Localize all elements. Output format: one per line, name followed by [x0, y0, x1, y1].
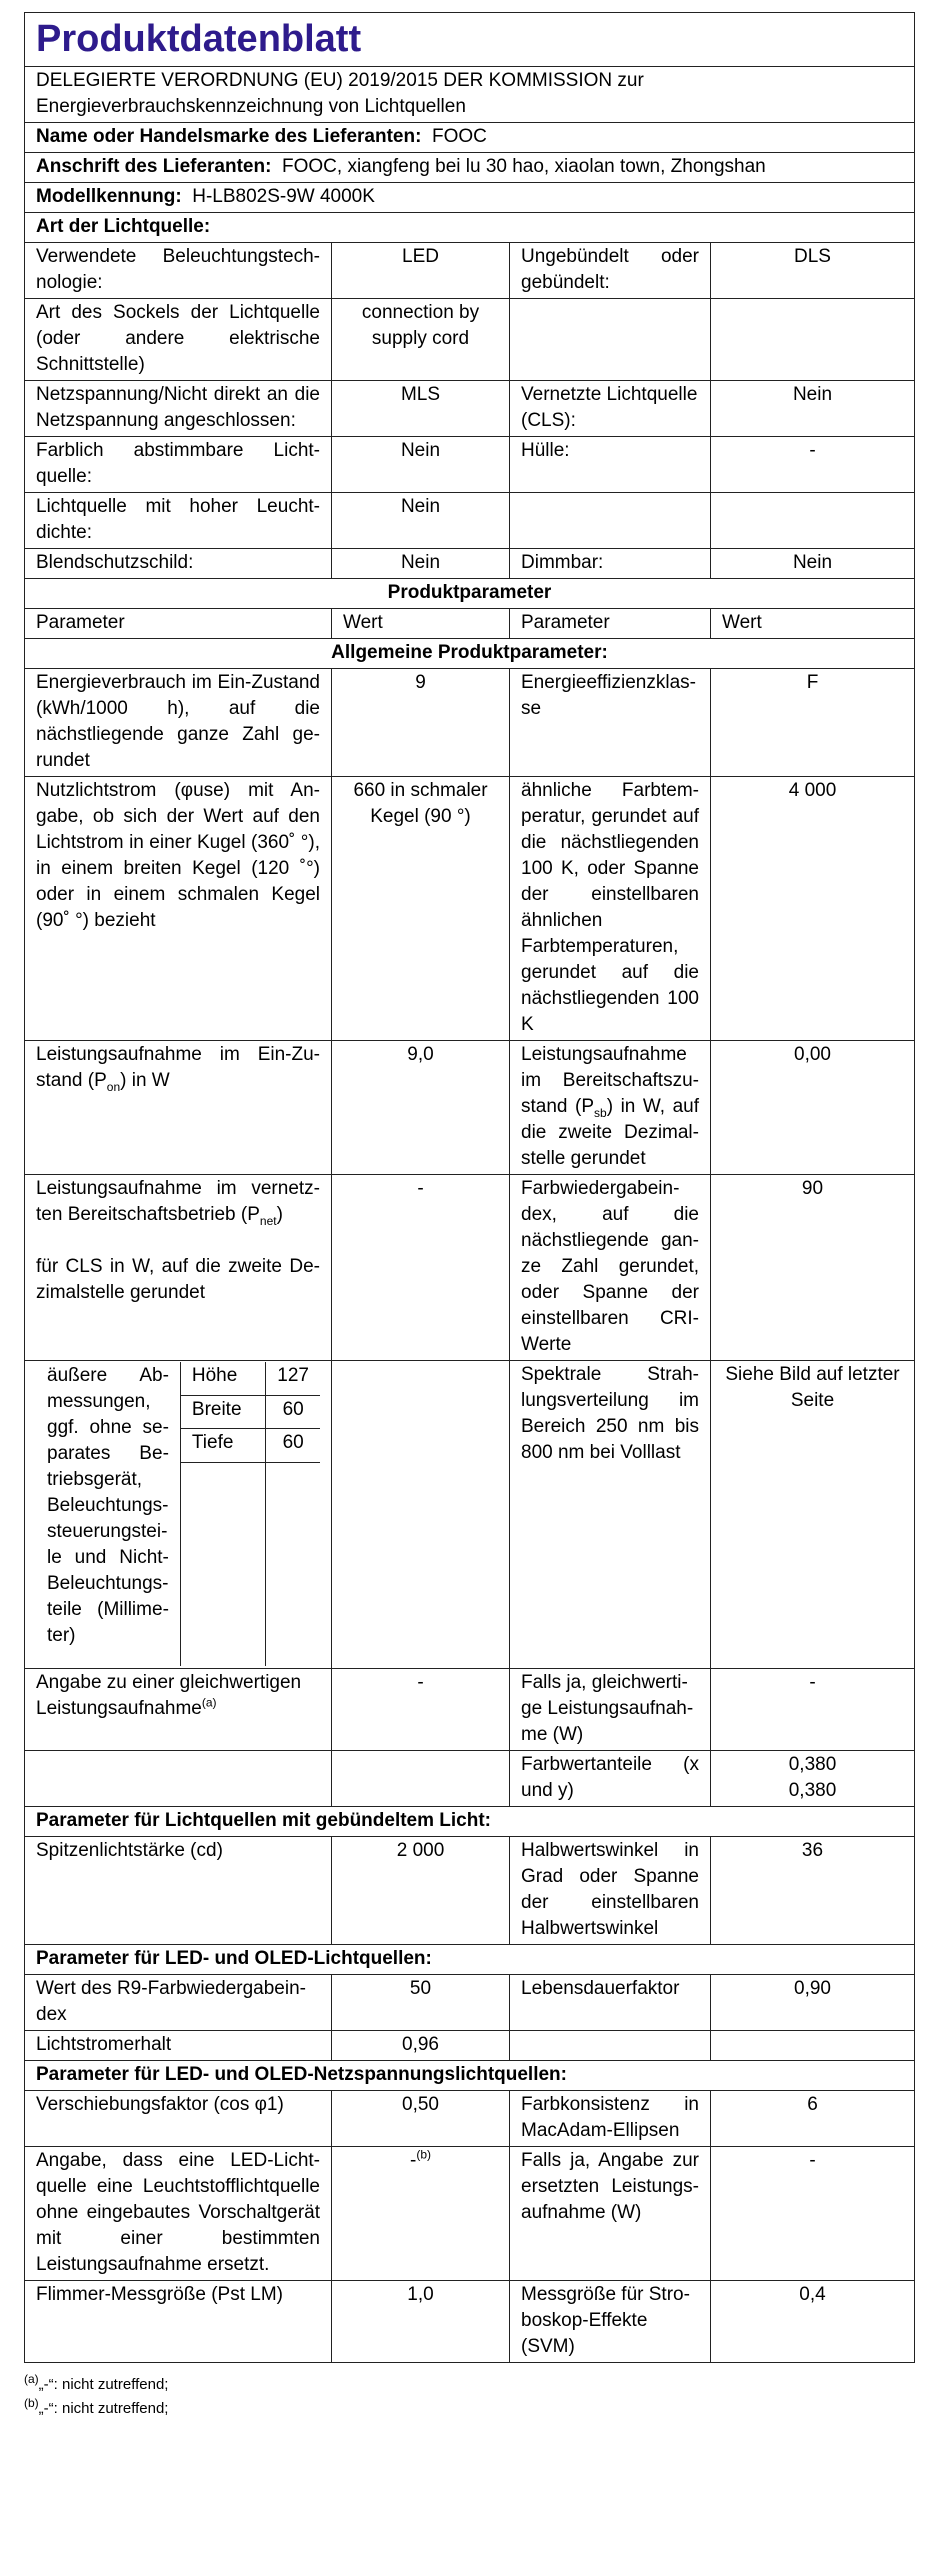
dimension-value: 60: [266, 1429, 320, 1463]
param-value: [711, 1751, 915, 1807]
general-parameters-row: [25, 639, 915, 669]
table-row: [25, 1175, 915, 1361]
model-value: H-LB802S-9W 4000K: [192, 186, 375, 207]
supplier-address: [25, 153, 915, 183]
param-value: 0,4: [711, 2281, 915, 2363]
table-row: [25, 549, 915, 579]
param-label: Flimmer-Messgröße (Pst LM): [25, 2281, 332, 2363]
footnotes: [24, 2373, 914, 2421]
light-source-type-row: [25, 213, 915, 243]
footnote-mark: (a): [24, 2372, 39, 2386]
param-value: 4 000: [711, 777, 915, 1041]
param-label: Wert des R9-Farbwiedergabeindex: [25, 1975, 332, 2031]
param-value: [711, 299, 915, 381]
param-label: [510, 299, 711, 381]
dimension-key: Tiefe: [180, 1429, 265, 1463]
param-value: 9,0: [332, 1041, 510, 1175]
table-row: [25, 1837, 915, 1945]
param-value: LED: [332, 243, 510, 299]
param-value: 0,50: [332, 2091, 510, 2147]
param-label: Farblich abstimmbare Lichtquelle:: [25, 437, 332, 493]
table-row: [25, 299, 915, 381]
param-value: 9: [332, 669, 510, 777]
param-label: Netzspannung/Nicht direkt an die Netzspannung angeschlossen:: [25, 381, 332, 437]
led-header-row: [25, 1945, 915, 1975]
supplier-name-label: Name oder Handelsmarke des Lieferanten:: [36, 126, 422, 147]
param-label: Farbwertanteile (x und y): [510, 1751, 711, 1807]
param-label: Hülle:: [510, 437, 711, 493]
label-text: für CLS in W, auf die zweite Dezimalstelle gerundet: [36, 1256, 320, 1303]
param-label: ähnliche Farbtemperatur, gerundet auf die nächstliegenden 100 K, oder Spanne der einstellbaren ähnlichen Farbtemperaturen, gerundet auf die nächstliegenden 100 K: [510, 777, 711, 1041]
param-value: 0,00: [711, 1041, 915, 1175]
param-label: [25, 1175, 332, 1361]
table-row: [25, 1975, 915, 2031]
table-row: [25, 381, 915, 437]
footnote-mark: (b): [24, 2396, 39, 2410]
dimension-value: 60: [266, 1395, 320, 1429]
param-label: Energieeffizienzklasse: [510, 669, 711, 777]
table-row: [25, 1041, 915, 1175]
page-title: Produktdatenblatt: [25, 13, 915, 67]
param-value: -: [711, 2147, 915, 2281]
footnote-text: „-“: nicht zutreffend;: [38, 2376, 169, 2393]
directional-heading: Parameter für Lichtquellen mit gebündeltem Licht:: [25, 1807, 915, 1837]
param-value: 0,90: [711, 1975, 915, 2031]
supplier-address-label: Anschrift des Lieferanten:: [36, 156, 272, 177]
param-value: -: [332, 1669, 510, 1751]
param-value: DLS: [711, 243, 915, 299]
dimension-spacer: [266, 1463, 320, 1667]
param-label: Verschiebungsfaktor (cos φ1): [25, 2091, 332, 2147]
param-value: 1,0: [332, 2281, 510, 2363]
param-value: [332, 2147, 510, 2281]
model-label: Modellkennung:: [36, 186, 182, 207]
param-value: 6: [711, 2091, 915, 2147]
dimension-key: Höhe: [180, 1362, 265, 1395]
param-label: Farbkonsistenz in MacAdam-Ellipsen: [510, 2091, 711, 2147]
dimension-spacer: [180, 1463, 265, 1667]
supplier-address-row: [25, 153, 915, 183]
param-label: Farbwiedergabeindex, auf die nächstliegende ganze Zahl gerundet, oder Spanne der einstellbaren CRI-Werte: [510, 1175, 711, 1361]
param-label: [510, 1041, 711, 1175]
table-row: [25, 243, 915, 299]
table-row: [25, 437, 915, 493]
general-parameters-heading: Allgemeine Produktparameter:: [25, 639, 915, 669]
param-label: Spitzenlichtstärke (cd): [25, 1837, 332, 1945]
param-label: Blendschutzschild:: [25, 549, 332, 579]
light-source-type-heading: Art der Lichtquelle:: [25, 213, 915, 243]
param-label: Lebensdauerfaktor: [510, 1975, 711, 2031]
supplier-address-value: FOOC, xiangfeng bei lu 30 hao, xiaolan town, Zhongshan: [282, 156, 766, 177]
param-label: Falls ja, Angabe zur ersetzten Leistungsaufnahme (W): [510, 2147, 711, 2281]
footnote-mark: (a): [201, 1695, 217, 1710]
label-text: Leistungsaufnahme im Bereitschaftszustand (P: [521, 1044, 699, 1117]
table-row: [36, 1362, 320, 1395]
product-parameters-row: [25, 579, 915, 609]
column-header-row: [25, 609, 915, 639]
dimensions-row: [25, 1361, 915, 1669]
label-text: ) in W: [120, 1070, 170, 1091]
dimension-key: Breite: [180, 1395, 265, 1429]
regulation-intro: DELEGIERTE VERORDNUNG (EU) 2019/2015 DER KOMMISSION zur Energieverbrauchskennzeichnung von Lichtquellen: [25, 67, 915, 123]
dimensions-cell: [25, 1361, 332, 1669]
param-value: Nein: [711, 381, 915, 437]
param-label: Halbwertswinkel in Grad oder Spanne der einstellbaren Halbwertswinkel: [510, 1837, 711, 1945]
param-label: Vernetzte Lichtquelle (CLS):: [510, 381, 711, 437]
param-label: [25, 1669, 332, 1751]
footnote: [24, 2397, 914, 2421]
param-label: Art des Sockels der Lichtquelle (oder andere elektrische Schnittstelle): [25, 299, 332, 381]
table-row: [25, 493, 915, 549]
param-label: [510, 2031, 711, 2061]
led-heading: Parameter für LED- und OLED-Lichtquellen:: [25, 1945, 915, 1975]
table-row: [25, 777, 915, 1041]
param-label: Dimmbar:: [510, 549, 711, 579]
param-value: Nein: [711, 549, 915, 579]
param-label: Energieverbrauch im Ein-Zustand (kWh/1000 h), auf die nächstliegende ganze Zahl gerundet: [25, 669, 332, 777]
supplier-name-row: [25, 123, 915, 153]
param-label: Verwendete Beleuchtungstechnologie:: [25, 243, 332, 299]
value-text: -: [410, 2150, 417, 2171]
label-text: Leistungsaufnahme im vernetzten Bereitschaftsbetrieb (P: [36, 1178, 320, 1225]
footnote: [24, 2373, 914, 2397]
param-value: F: [711, 669, 915, 777]
table-row: [25, 1751, 915, 1807]
param-value: 90: [711, 1175, 915, 1361]
supplier-name-value: FOOC: [431, 126, 487, 147]
label-subscript: sb: [594, 1105, 607, 1120]
param-label: Falls ja, gleichwertige Leistungsaufnahme (W): [510, 1669, 711, 1751]
directional-header-row: [25, 1807, 915, 1837]
mains-heading: Parameter für LED- und OLED-Netzspannungslichtquellen:: [25, 2061, 915, 2091]
mains-header-row: [25, 2061, 915, 2091]
chromaticity-y: 0,380: [788, 1780, 837, 1801]
param-value: -: [332, 1175, 510, 1361]
param-label: Nutzlichtstrom (φuse) mit Angabe, ob sich der Wert auf den Lichtstrom in einer Kugel (360˚ °), in einem breiten Kegel (120 ˚°) oder in einem schmalen Kegel (90˚ °) bezieht: [25, 777, 332, 1041]
dimensions-label: äußere Abmessungen, ggf. ohne separates Betriebsgerät, Beleuchtungssteuerungsteile und Nicht-Beleuchtungsteile (Millimeter): [36, 1362, 180, 1666]
empty-cell: [25, 1751, 332, 1807]
param-value: Nein: [332, 549, 510, 579]
param-label: Messgröße für Stroboskop-Effekte (SVM): [510, 2281, 711, 2363]
dimensions-table: [36, 1362, 320, 1666]
title-row: [25, 13, 915, 67]
table-row: [25, 2091, 915, 2147]
column-header: Parameter: [25, 609, 332, 639]
param-value: -: [711, 437, 915, 493]
table-row: [25, 2031, 915, 2061]
param-label: Lichtquelle mit hoher Leuchtdichte:: [25, 493, 332, 549]
param-value: 36: [711, 1837, 915, 1945]
param-value: 50: [332, 1975, 510, 2031]
column-header: Parameter: [510, 609, 711, 639]
param-value: -: [711, 1669, 915, 1751]
param-label: Lichtstromerhalt: [25, 2031, 332, 2061]
datasheet: [24, 12, 914, 2421]
model-row: [25, 183, 915, 213]
param-value: Nein: [332, 437, 510, 493]
label-text: ): [276, 1204, 283, 1225]
param-label: [510, 493, 711, 549]
param-value: 0,96: [332, 2031, 510, 2061]
footnote-text: „-“: nicht zutreffend;: [38, 2400, 169, 2417]
param-value: 660 in schmaler Kegel (90 °): [332, 777, 510, 1041]
dimensions-value-spacer: [332, 1361, 510, 1669]
param-value: [711, 493, 915, 549]
param-label: Ungebündelt oder gebündelt:: [510, 243, 711, 299]
footnote-mark: (b): [416, 2147, 431, 2162]
param-value: Nein: [332, 493, 510, 549]
param-value: Siehe Bild auf letzter Seite: [711, 1361, 915, 1669]
column-header: Wert: [711, 609, 915, 639]
product-parameters-heading: Produktparameter: [25, 579, 915, 609]
table-row: [25, 669, 915, 777]
param-label: Angabe, dass eine LED-Lichtquelle eine Leuchtstofflichtquelle ohne eingebautes Vorschaltgerät mit einer bestimmten Leistungsaufnahme ersetzt.: [25, 2147, 332, 2281]
label-text: Leistungsaufnahme im Ein-Zustand (P: [36, 1044, 320, 1091]
supplier-name: [25, 123, 915, 153]
param-value: MLS: [332, 381, 510, 437]
table-row: [25, 1669, 915, 1751]
param-label: Spektrale Strahlungsverteilung im Bereich 250 nm bis 800 nm bei Volllast: [510, 1361, 711, 1669]
dimension-value: 127: [266, 1362, 320, 1395]
label-text: Angabe zu einer gleichwertigen Leistungsaufnahme: [36, 1672, 302, 1719]
param-label: [25, 1041, 332, 1175]
datasheet-table: [24, 12, 915, 2363]
label-subscript: net: [259, 1213, 277, 1228]
param-value: 2 000: [332, 1837, 510, 1945]
param-value: [711, 2031, 915, 2061]
label-text: ) in W, auf die zweite Dezimalstelle gerundet: [521, 1096, 699, 1169]
intro-row: [25, 67, 915, 123]
table-row: [25, 2281, 915, 2363]
param-value: connection by supply cord: [332, 299, 510, 381]
empty-cell: [332, 1751, 510, 1807]
label-subscript: on: [106, 1079, 121, 1094]
table-row: [25, 2147, 915, 2281]
chromaticity-x: 0,380: [788, 1754, 837, 1775]
model-identifier: [25, 183, 915, 213]
column-header: Wert: [332, 609, 510, 639]
